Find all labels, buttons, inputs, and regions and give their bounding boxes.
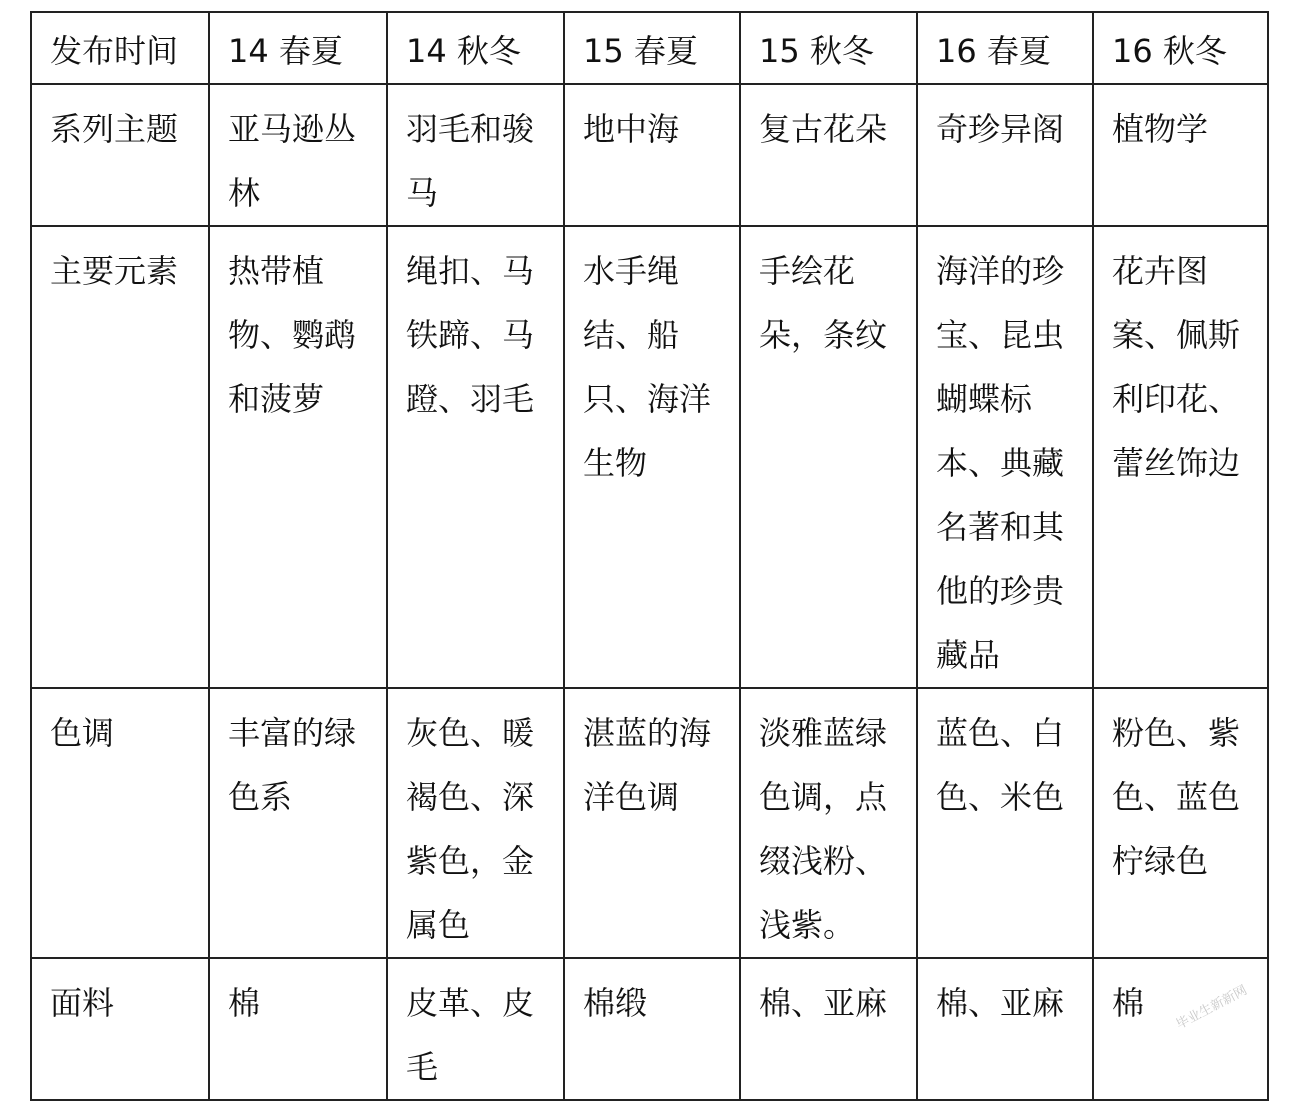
header-cell-16-ss: 16 春夏 (917, 12, 1093, 84)
table-cell: 羽毛和骏马 (387, 84, 564, 226)
table-cell: 棉、亚麻 (740, 958, 917, 1100)
header-cell-15-aw: 15 秋冬 (740, 12, 917, 84)
watermark: 毕业生新新网 (1173, 982, 1250, 1033)
table-cell: 奇珍异阁 (917, 84, 1093, 226)
table-cell: 棉 (1093, 958, 1268, 1100)
row-label: 面料 (31, 958, 209, 1100)
table-cell: 棉 (209, 958, 387, 1100)
table-cell: 绳扣、马铁蹄、马蹬、羽毛 (387, 226, 564, 688)
table-cell: 淡雅蓝绿色调，点缀浅粉、浅紫。 (740, 688, 917, 958)
table-cell: 热带植物、鹦鹉和菠萝 (209, 226, 387, 688)
header-cell-release-time: 发布时间 (31, 12, 209, 84)
header-cell-15-ss: 15 春夏 (564, 12, 740, 84)
table-cell: 海洋的珍宝、昆虫蝴蝶标本、典藏名著和其他的珍贵藏品 (917, 226, 1093, 688)
collection-table (30, 11, 1269, 1101)
table-cell: 棉、亚麻 (917, 958, 1093, 1100)
table-cell: 复古花朵 (740, 84, 917, 226)
table-cell: 粉色、紫色、蓝色柠绿色 (1093, 688, 1268, 958)
table-cell: 灰色、暖褐色、深紫色，金属色 (387, 688, 564, 958)
table-cell: 湛蓝的海洋色调 (564, 688, 740, 958)
row-label: 色调 (31, 688, 209, 958)
table-cell: 植物学 (1093, 84, 1268, 226)
table-cell: 丰富的绿色系 (209, 688, 387, 958)
table-row-fabric (31, 958, 1268, 1100)
table-cell: 亚马逊丛林 (209, 84, 387, 226)
table-cell: 水手绳结、船只、海洋生物 (564, 226, 740, 688)
table-row-theme (31, 84, 1268, 226)
table-cell: 地中海 (564, 84, 740, 226)
header-row (31, 12, 1268, 84)
table-cell: 手绘花朵，条纹 (740, 226, 917, 688)
table-cell: 蓝色、白色、米色 (917, 688, 1093, 958)
row-label: 系列主题 (31, 84, 209, 226)
table-row-elements (31, 226, 1268, 688)
table-cell: 棉缎 (564, 958, 740, 1100)
row-label: 主要元素 (31, 226, 209, 688)
header-cell-14-aw: 14 秋冬 (387, 12, 564, 84)
table-cell: 花卉图案、佩斯利印花、蕾丝饰边 (1093, 226, 1268, 688)
table-cell: 皮革、皮毛 (387, 958, 564, 1100)
header-cell-16-aw: 16 秋冬 (1093, 12, 1268, 84)
table-row-tones (31, 688, 1268, 958)
header-cell-14-ss: 14 春夏 (209, 12, 387, 84)
